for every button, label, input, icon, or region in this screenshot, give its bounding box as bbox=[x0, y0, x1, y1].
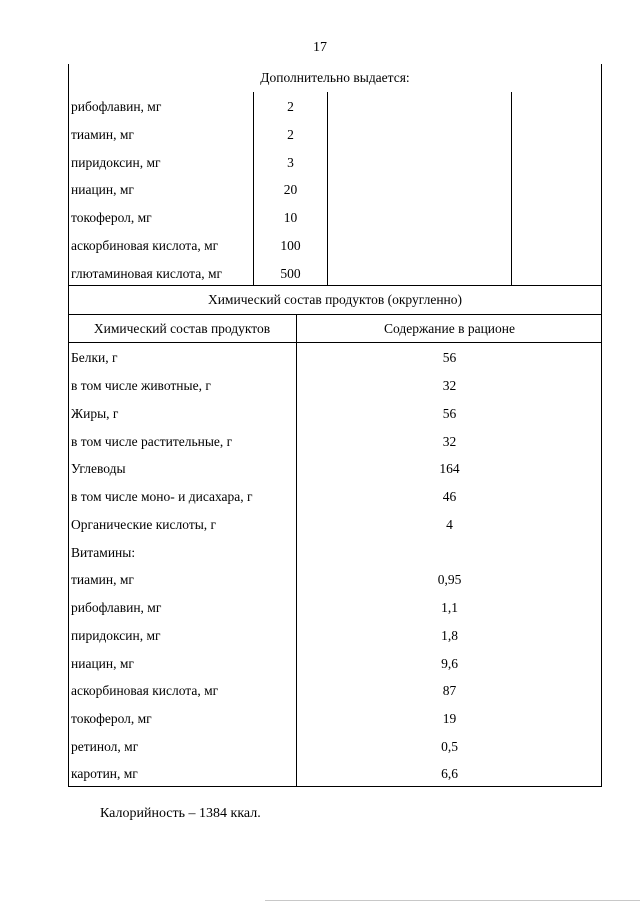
table-border-right bbox=[601, 64, 602, 787]
supplement-heading: Дополнительно выдается: bbox=[260, 70, 410, 85]
table-bottom-rule bbox=[68, 786, 602, 787]
supplement-row-value: 3 bbox=[287, 155, 294, 170]
supplement-row-value: 500 bbox=[280, 266, 301, 281]
chemical-row-name: аскорбиновая кислота, мг bbox=[71, 683, 219, 698]
supplement-row-value: 100 bbox=[280, 238, 301, 253]
chemical-row-name: каротин, мг bbox=[71, 766, 138, 781]
chemical-row-name: Витамины: bbox=[71, 545, 136, 560]
chemical-row-value: 1,1 bbox=[441, 600, 458, 615]
chemical-row-value: 9,6 bbox=[441, 656, 458, 671]
supplement-row-name: тиамин, мг bbox=[71, 127, 134, 142]
chemical-row-name: рибофлавин, мг bbox=[71, 600, 162, 615]
table-border-left bbox=[68, 64, 69, 787]
supplement-bottom-rule bbox=[68, 285, 602, 286]
chemical-heading-rule bbox=[68, 314, 602, 315]
page-number: 17 bbox=[313, 40, 327, 55]
chemical-row-name: в том числе растительные, г bbox=[71, 434, 233, 449]
calories-note: Калорийность – 1384 ккал. bbox=[100, 806, 261, 821]
chemical-row-value: 32 bbox=[442, 434, 457, 449]
chemical-row-value: 19 bbox=[442, 711, 457, 726]
chemical-row-name: в том числе животные, г bbox=[71, 378, 211, 393]
chemical-row-name: ниацин, мг bbox=[71, 656, 134, 671]
chemical-header-rule bbox=[68, 342, 602, 343]
chemical-row-value: 56 bbox=[442, 406, 457, 421]
chemical-row-name: Жиры, г bbox=[71, 406, 119, 421]
chemical-row-value: 0,95 bbox=[437, 572, 462, 587]
chemical-row-value: 46 bbox=[442, 489, 457, 504]
chemical-row-name: Углеводы bbox=[71, 461, 126, 476]
chemical-row-name: Белки, г bbox=[71, 350, 118, 365]
chemical-heading: Химический состав продуктов (округленно) bbox=[207, 292, 463, 307]
supplement-row-value: 20 bbox=[283, 182, 298, 197]
chemical-row-value: 164 bbox=[439, 461, 460, 476]
supplement-row-name: рибофлавин, мг bbox=[71, 99, 162, 114]
nutrition-table bbox=[68, 64, 602, 787]
supplement-divider-3 bbox=[511, 92, 512, 285]
page-edge-divider bbox=[265, 900, 640, 901]
chemical-row-value: 1,8 bbox=[441, 628, 458, 643]
chemical-row-value: 4 bbox=[446, 517, 453, 532]
chemical-row-name: Органические кислоты, г bbox=[71, 517, 217, 532]
chemical-row-name: пиридоксин, мг bbox=[71, 628, 161, 643]
supplement-row-name: ниацин, мг bbox=[71, 182, 134, 197]
supplement-row-name: токоферол, мг bbox=[71, 210, 152, 225]
supplement-row-value: 2 bbox=[287, 99, 294, 114]
chemical-row-name: тиамин, мг bbox=[71, 572, 134, 587]
chemical-row-name: ретинол, мг bbox=[71, 739, 139, 754]
chemical-row-value: 56 bbox=[442, 350, 457, 365]
chemical-row-name: токоферол, мг bbox=[71, 711, 152, 726]
supplement-row-value: 2 bbox=[287, 127, 294, 142]
chemical-row-value: 6,6 bbox=[441, 766, 458, 781]
supplement-row-value: 10 bbox=[283, 210, 298, 225]
chemical-row-value: 0,5 bbox=[441, 739, 458, 754]
supplement-divider-2 bbox=[327, 92, 328, 285]
chemical-col1-header: Химический состав продуктов bbox=[93, 321, 271, 336]
supplement-row-name: глютаминовая кислота, мг bbox=[71, 266, 223, 281]
chemical-row-value: 32 bbox=[442, 378, 457, 393]
chemical-col2-header: Содержание в рационе bbox=[383, 321, 516, 336]
chemical-row-value: 87 bbox=[442, 683, 457, 698]
chemical-row-name: в том числе моно- и дисахара, г bbox=[71, 489, 253, 504]
supplement-row-name: аскорбиновая кислота, мг bbox=[71, 238, 219, 253]
supplement-row-name: пиридоксин, мг bbox=[71, 155, 161, 170]
